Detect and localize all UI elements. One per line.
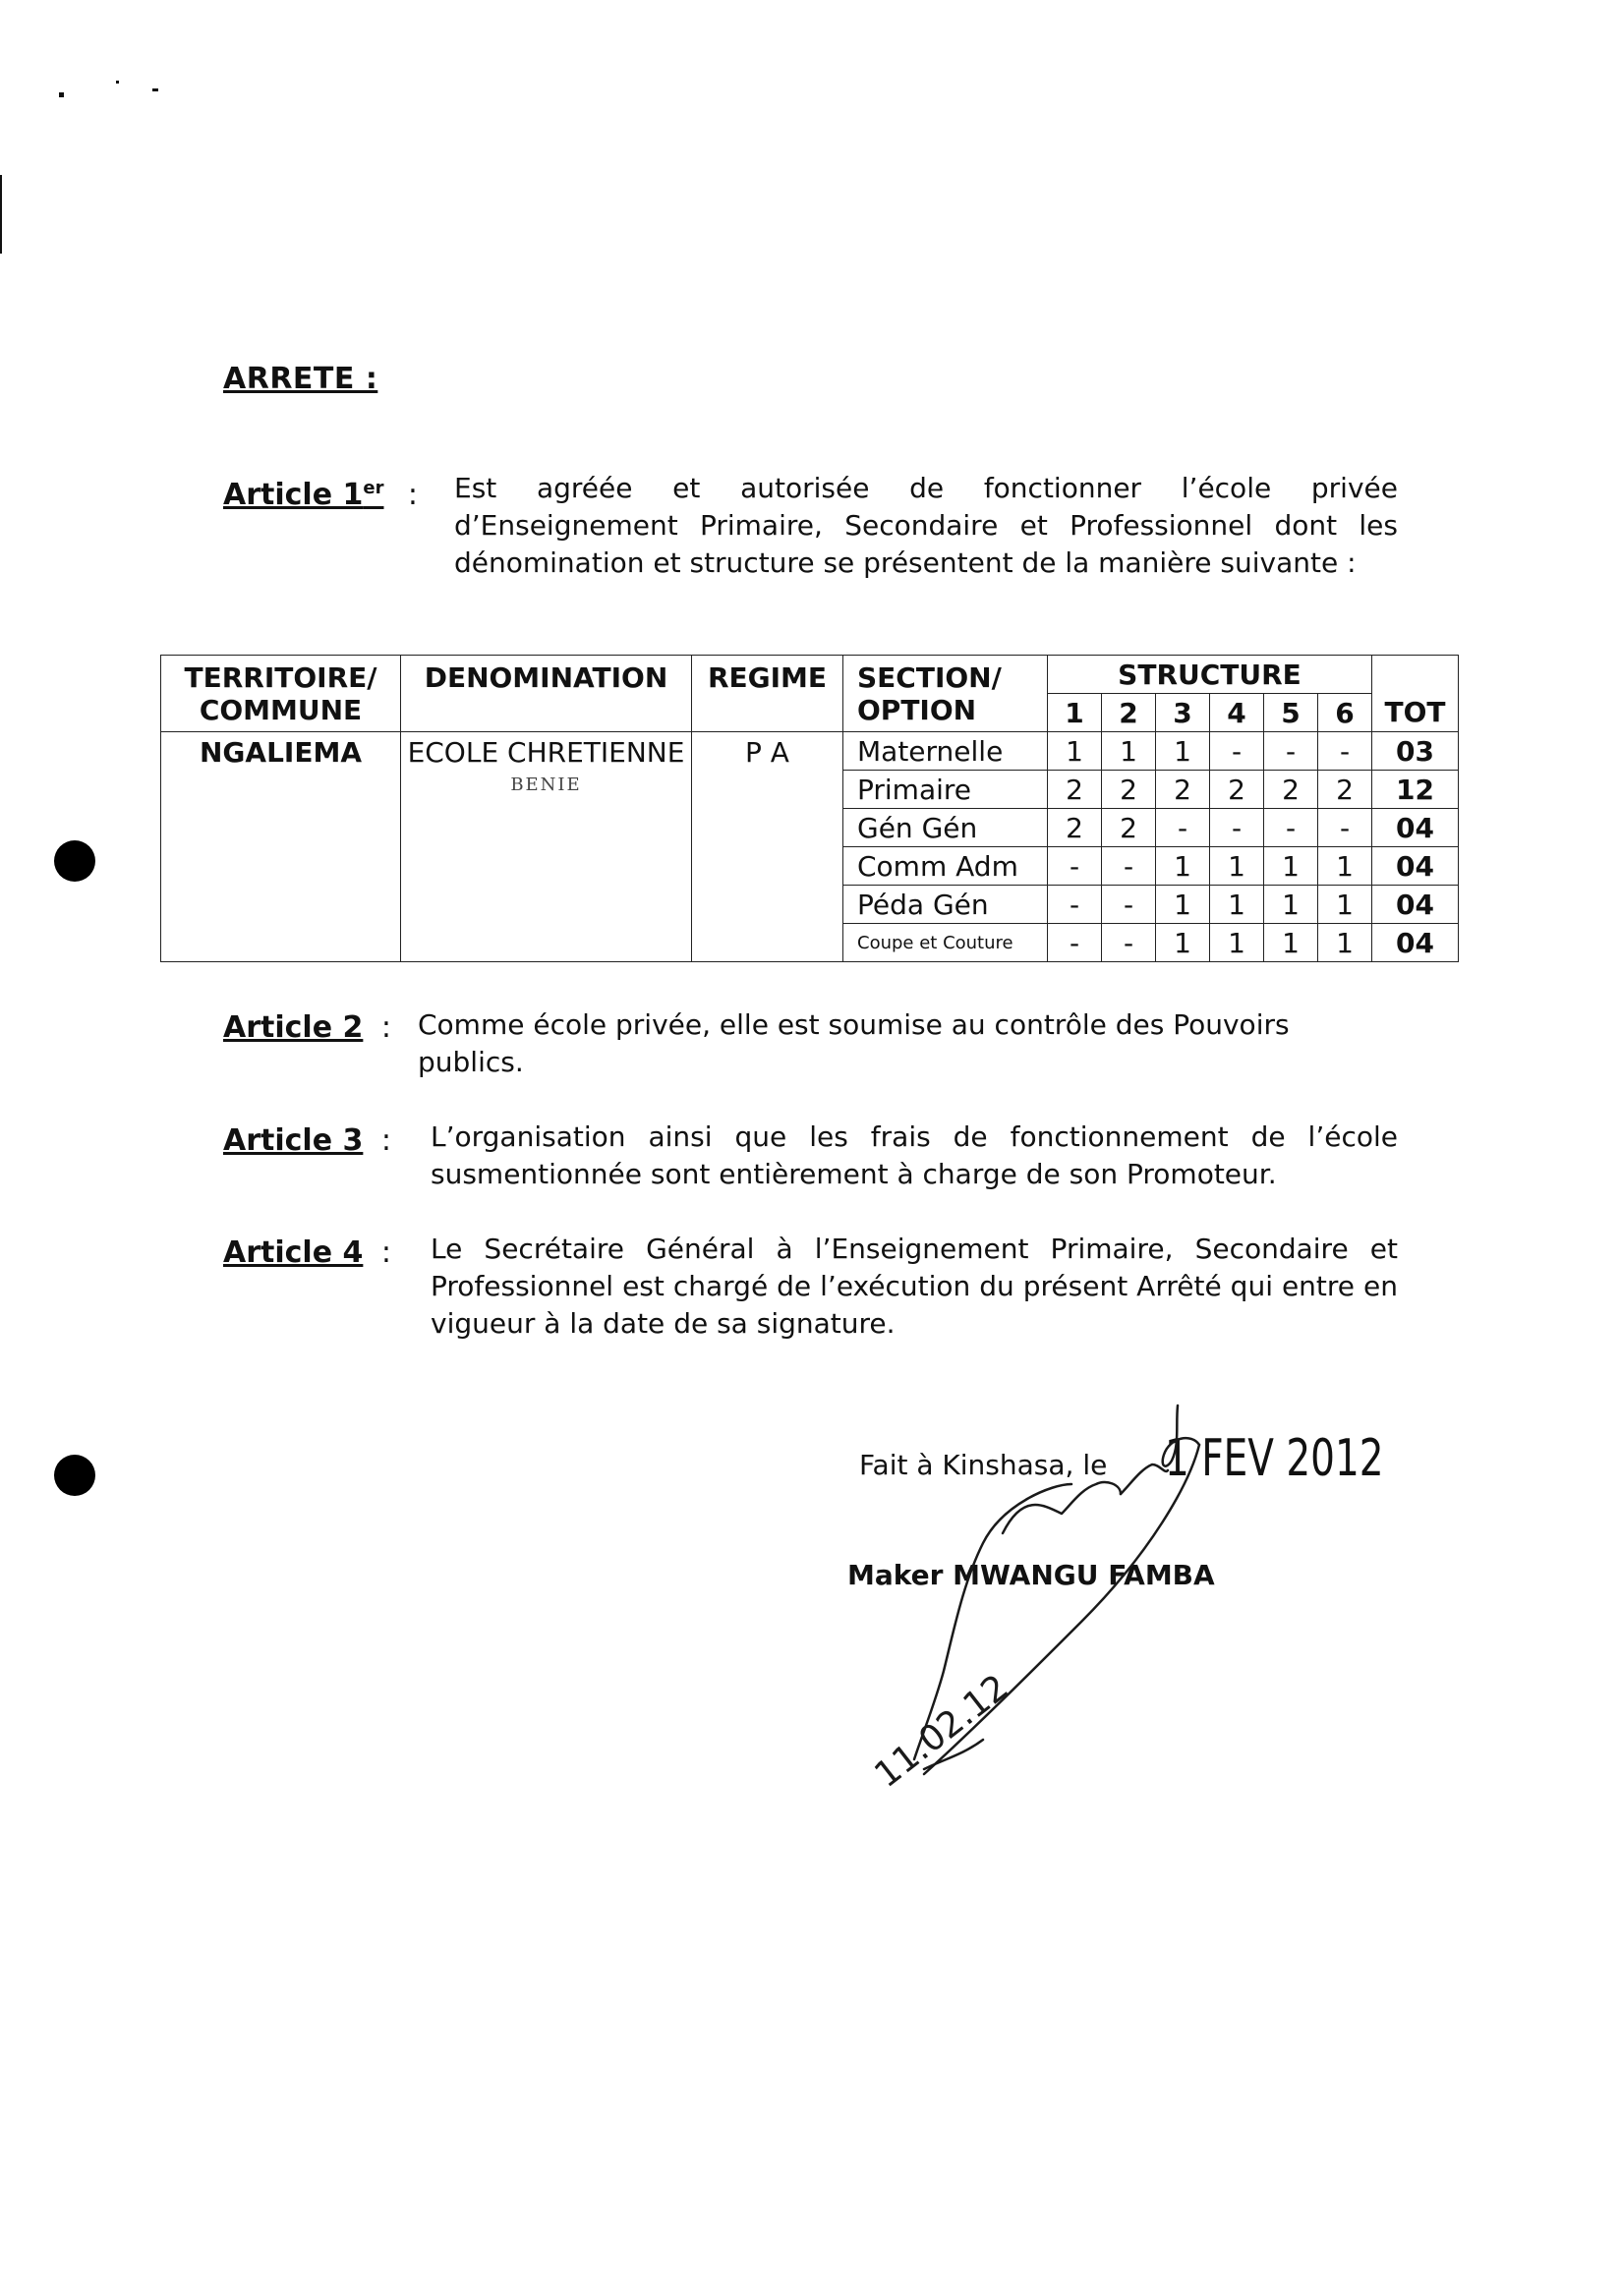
section-cell: Péda Gén	[843, 886, 1048, 924]
value-cell: 1	[1264, 924, 1318, 962]
value-cell: -	[1210, 732, 1264, 771]
header-grade: 1	[1048, 694, 1102, 732]
article-3-text: L’organisation ainsi que les frais de fonctionnement de l’école susmentionnée sont entièrement à charge de son Promoteur.	[431, 1120, 1398, 1190]
total-cell: 04	[1372, 886, 1459, 924]
handwritten-date-annotation: 11.02.12	[867, 1667, 1016, 1797]
section-cell: Gén Gén	[843, 809, 1048, 847]
value-cell: -	[1102, 924, 1156, 962]
scan-mark	[59, 92, 64, 97]
value-cell: -	[1102, 886, 1156, 924]
article-4-text: Le Secrétaire Général à l’Enseignement Primaire, Secondaire et Professionnel est chargé de l’exécution du présent Arrêté qui entre en vigueur à la date de sa signature.	[431, 1233, 1398, 1340]
article-1-text: Est agréée et autorisée de fonctionner l’école privée d’Enseignement Primaire, Secondaire et Professionnel dont les dénomination et structure se présentent de la manière suivante :	[454, 472, 1398, 579]
value-cell: -	[1156, 809, 1210, 847]
header-structure: STRUCTURE	[1048, 656, 1372, 694]
header-grade: 3	[1156, 694, 1210, 732]
section-cell: Primaire	[843, 771, 1048, 809]
value-cell: 2	[1210, 771, 1264, 809]
total-cell: 12	[1372, 771, 1459, 809]
value-cell: 1	[1318, 924, 1372, 962]
header-regime: REGIME	[692, 656, 843, 732]
header-grade: 4	[1210, 694, 1264, 732]
article-4-label: Article 4 :	[223, 1235, 391, 1270]
closing-place: Fait à Kinshasa, le	[859, 1449, 1108, 1481]
value-cell: 2	[1048, 809, 1102, 847]
total-cell: 03	[1372, 732, 1459, 771]
header-tot-top	[1372, 656, 1459, 694]
header-section: SECTION/ OPTION	[843, 656, 1048, 732]
value-cell: 2	[1156, 771, 1210, 809]
article-2-text: Comme école privée, elle est soumise au contrôle des Pouvoirs publics.	[418, 1008, 1290, 1078]
value-cell: 1	[1156, 924, 1210, 962]
section-cell: Maternelle	[843, 732, 1048, 771]
signature-drawing	[826, 1376, 1376, 1808]
value-cell: -	[1210, 809, 1264, 847]
value-cell: 1	[1210, 847, 1264, 886]
value-cell: -	[1318, 809, 1372, 847]
header-denomination: DENOMINATION	[401, 656, 692, 732]
total-cell: 04	[1372, 809, 1459, 847]
table-row	[161, 732, 1459, 771]
value-cell: 1	[1156, 847, 1210, 886]
value-cell: 1	[1264, 886, 1318, 924]
section-cell: Comm Adm	[843, 847, 1048, 886]
value-cell: -	[1318, 732, 1372, 771]
header-territoire: TERRITOIRE/ COMMUNE	[161, 656, 401, 732]
article-1-label: Article 1er :	[223, 478, 419, 512]
value-cell: 1	[1156, 886, 1210, 924]
value-cell: -	[1048, 924, 1102, 962]
value-cell: 1	[1264, 847, 1318, 886]
denomination-cell: ECOLE CHRETIENNE BENIE	[401, 732, 692, 962]
header-grade: 6	[1318, 694, 1372, 732]
value-cell: 2	[1318, 771, 1372, 809]
header-tot: TOT	[1372, 694, 1459, 732]
value-cell: -	[1264, 809, 1318, 847]
territoire-cell: NGALIEMA	[161, 732, 401, 962]
page-heading: ARRETE :	[223, 362, 378, 396]
value-cell: 1	[1210, 886, 1264, 924]
punch-hole	[54, 840, 95, 882]
structure-table	[160, 655, 1459, 962]
value-cell: 2	[1102, 771, 1156, 809]
scan-edge-line	[0, 175, 2, 254]
scan-mark	[116, 81, 119, 84]
value-cell: 1	[1156, 732, 1210, 771]
value-cell: 1	[1318, 847, 1372, 886]
value-cell: 1	[1048, 732, 1102, 771]
value-cell: 1	[1318, 886, 1372, 924]
value-cell: 2	[1264, 771, 1318, 809]
article-3-label: Article 3 :	[223, 1123, 391, 1158]
value-cell: -	[1102, 847, 1156, 886]
header-grade: 5	[1264, 694, 1318, 732]
value-cell: 1	[1102, 732, 1156, 771]
section-cell: Coupe et Couture	[843, 924, 1048, 962]
value-cell: 2	[1102, 809, 1156, 847]
regime-cell: P A	[692, 732, 843, 962]
signer-name: Maker MWANGU FAMBA	[847, 1559, 1215, 1591]
total-cell: 04	[1372, 847, 1459, 886]
value-cell: 1	[1210, 924, 1264, 962]
handwritten-stamp-date: 1 FEV 2012	[1165, 1429, 1384, 1488]
total-cell: 04	[1372, 924, 1459, 962]
value-cell: 2	[1048, 771, 1102, 809]
value-cell: -	[1048, 886, 1102, 924]
header-grade: 2	[1102, 694, 1156, 732]
article-2-label: Article 2 :	[223, 1010, 391, 1045]
scan-mark	[152, 88, 158, 91]
value-cell: -	[1264, 732, 1318, 771]
punch-hole	[54, 1455, 95, 1496]
value-cell: -	[1048, 847, 1102, 886]
